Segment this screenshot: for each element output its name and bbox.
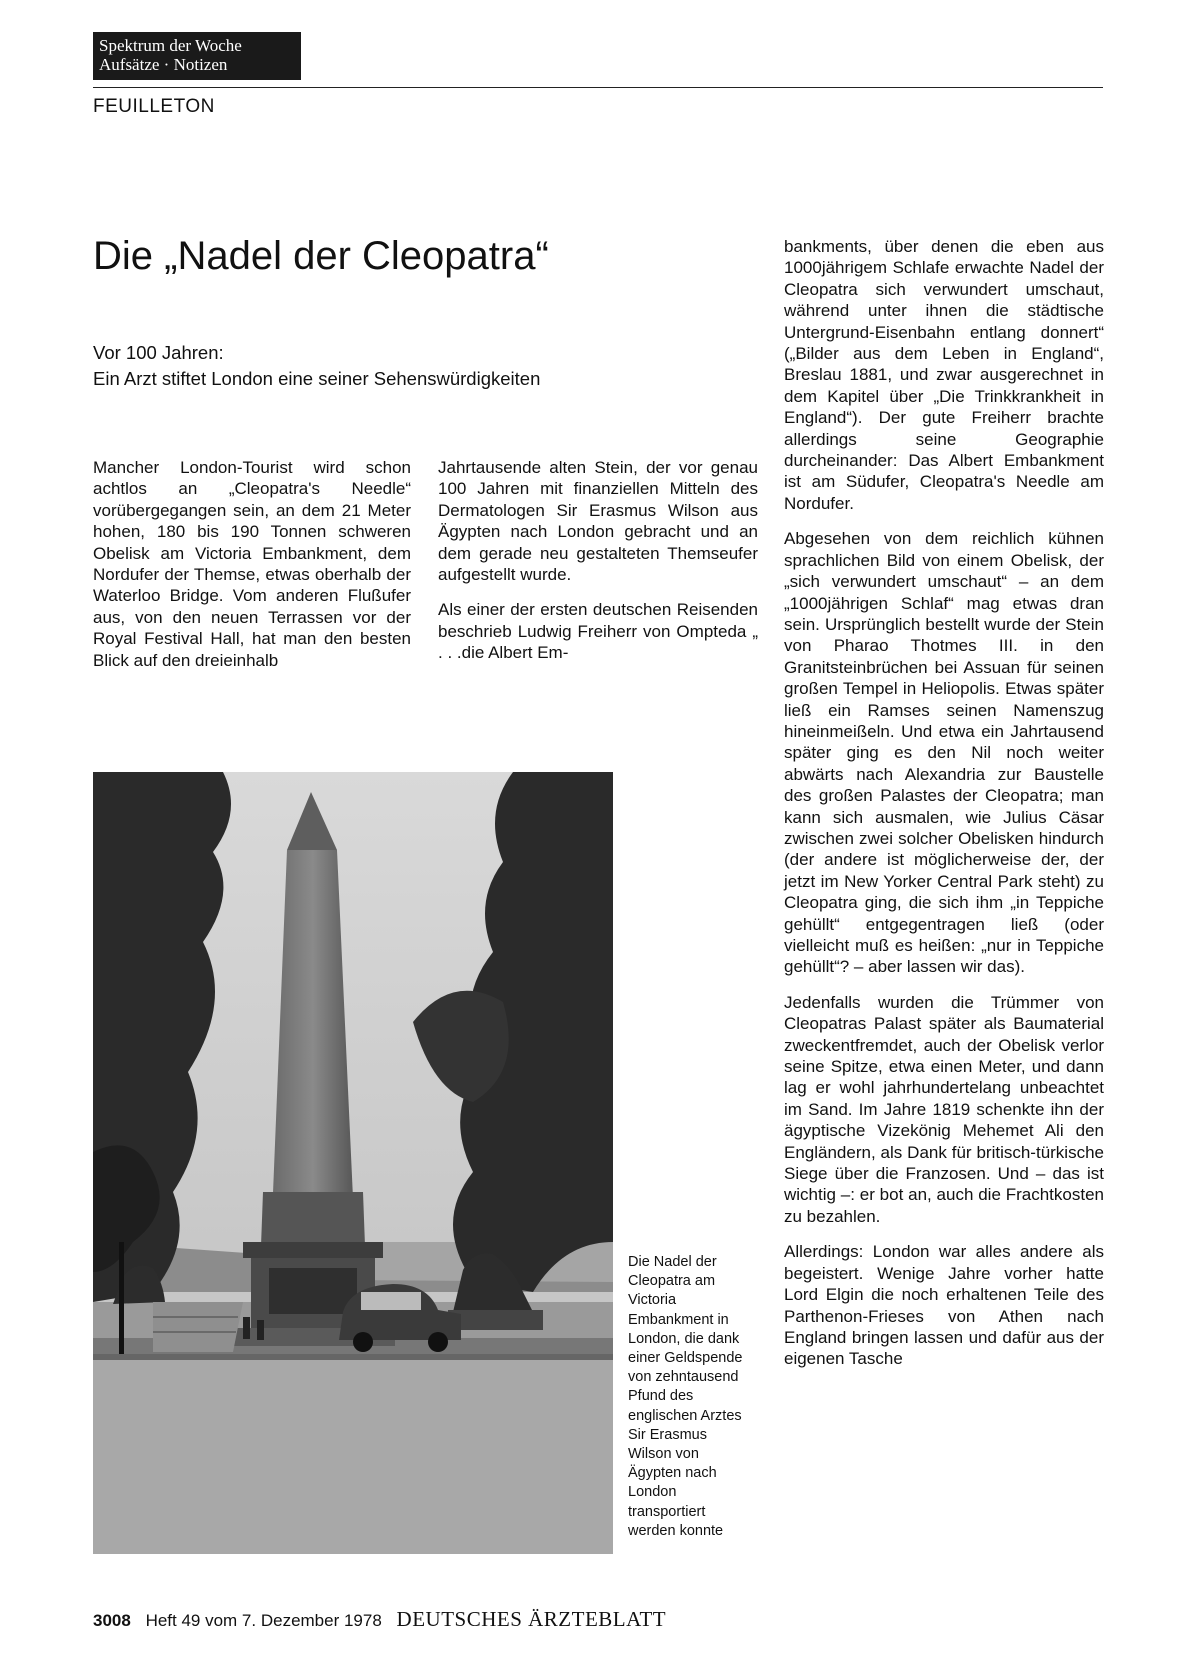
paragraph: Allerdings: London war alles andere als begeistert. Wenige Jahre vorher hatte Lord Elgin die noch erhaltenen Teile des Parthenon-Frieses von Athen nach England bringen lassen und dafür aus der eigenen Tasche	[784, 1242, 1104, 1369]
paragraph: Jahrtausende alten Stein, der vor genau 100 Jahren mit finanziellen Mitteln des Dermatologen Sir Erasmus Wilson aus Ägypten nach London gebracht und an dem gerade neu gestalteten Themseufer aufgestellt wurde.	[438, 458, 758, 585]
publication-name: DEUTSCHES ÄRZTEBLATT	[396, 1607, 667, 1631]
paragraph: Als einer der ersten deutschen Reisenden beschrieb Ludwig Freiherr von Ompteda „ . . .die Albert Em-	[438, 600, 758, 663]
subtitle-line-1: Vor 100 Jahren:	[93, 342, 224, 363]
article-title: Die „Nadel der Cleopatra“	[93, 234, 549, 278]
section-label: FEUILLETON	[93, 96, 215, 117]
obelisk-photo	[93, 772, 613, 1554]
section-badge	[93, 32, 301, 80]
header-rule	[93, 87, 1103, 88]
paragraph: Abgesehen von dem reichlich kühnen sprachlichen Bild von einem Obelisk, der „sich verwundert umschaut“ – an dem „1000jährigen Schlaf“ mag etwas dran sein. Ursprünglich bestellt wurde der Stein von Pharao Thotmes III. in den Granitsteinbrüchen bei Assuan für seinen großen Tempel in Heliopolis. Etwas später ließ ein Ramses seinen Namenszug hineinmeißeln. Und etwa ein Jahrtausend später ging es den Nil noch weiter abwärts nach Alexandria zur Baustelle des großen Palastes der Cleopatra; man kann sich ausmalen, wie Julius Cäsar zwischen zwei solcher Obelisken hindurch (der andere ist möglicherweise der, der jetzt im New Yorker Central Park steht) zu Cleopatra ging, die sich ihm „in Teppiche gehüllt“ entgegentragen ließ (oder vielleicht muß es heißen: „nur in Teppiche gehüllt“? – aber lassen wir das).	[784, 529, 1104, 977]
page-number: 3008	[93, 1611, 131, 1630]
article-subtitle	[93, 340, 540, 392]
issue-info: Heft 49 vom 7. Dezember 1978	[145, 1611, 382, 1630]
column-2	[438, 457, 758, 678]
column-3	[784, 236, 1104, 1384]
paragraph: bankments, über denen die eben aus 1000jährigem Schlafe erwachte Nadel der Cleopatra sich verwundert umschaut, während unter ihnen die städtische Untergrund-Eisenbahn entlang donnert“ („Bilder aus dem Leben in England“, Breslau 1881, und zwar ausgerechnet in dem Kapitel über „Die Trinkkrankheit in England“). Der gute Freiherr brachte allerdings seine Geographie durcheinander: Das Albert Embankment ist am Südufer, Cleopatra's Needle am Nordufer.	[784, 237, 1104, 513]
paragraph: Jedenfalls wurden die Trümmer von Cleopatras Palast später als Baumaterial zweckentfremdet, auch der Obelisk verlor seine Spitze, etwa einen Meter, und dann lag er wohl jahrhundertelang unbeachtet im Sand. Im Jahre 1819 schenkte ihn der ägyptische Vizekönig Mehemet Ali den Engländern, als Dank für britisch-türkische Siege über die Franzosen. Und – das ist wichtig –: er bot an, auch die Frachtkosten zu bezahlen.	[784, 992, 1104, 1226]
paragraph: Mancher London-Tourist wird schon achtlos an „Cleopatra's Needle“ vorübergegangen sein, an dem 21 Meter hohen, 180 bis 190 Tonnen schweren Obelisk am Victoria Embankment, dem Nordufer der Themse, etwas oberhalb der Waterloo Bridge. Vom anderen Flußufer aus, von den neuen Terrassen vor der Royal Festival Hall, hat man den besten Blick auf den dreieinhalb	[93, 458, 411, 670]
photo-caption: Die Nadel der Cleopatra am Victoria Embankment in London, die dank einer Geldspende von zehntausend Pfund des englischen Arztes Sir Erasmus Wilson von Ägypten nach London transportiert werden konnte	[628, 1254, 743, 1539]
badge-line-2: Aufsätze · Notizen	[99, 55, 228, 74]
column-1	[93, 457, 411, 685]
badge-line-1: Spektrum der Woche	[99, 36, 242, 55]
subtitle-line-2: Ein Arzt stiftet London eine seiner Sehenswürdigkeiten	[93, 368, 541, 389]
page-footer	[93, 1607, 666, 1632]
